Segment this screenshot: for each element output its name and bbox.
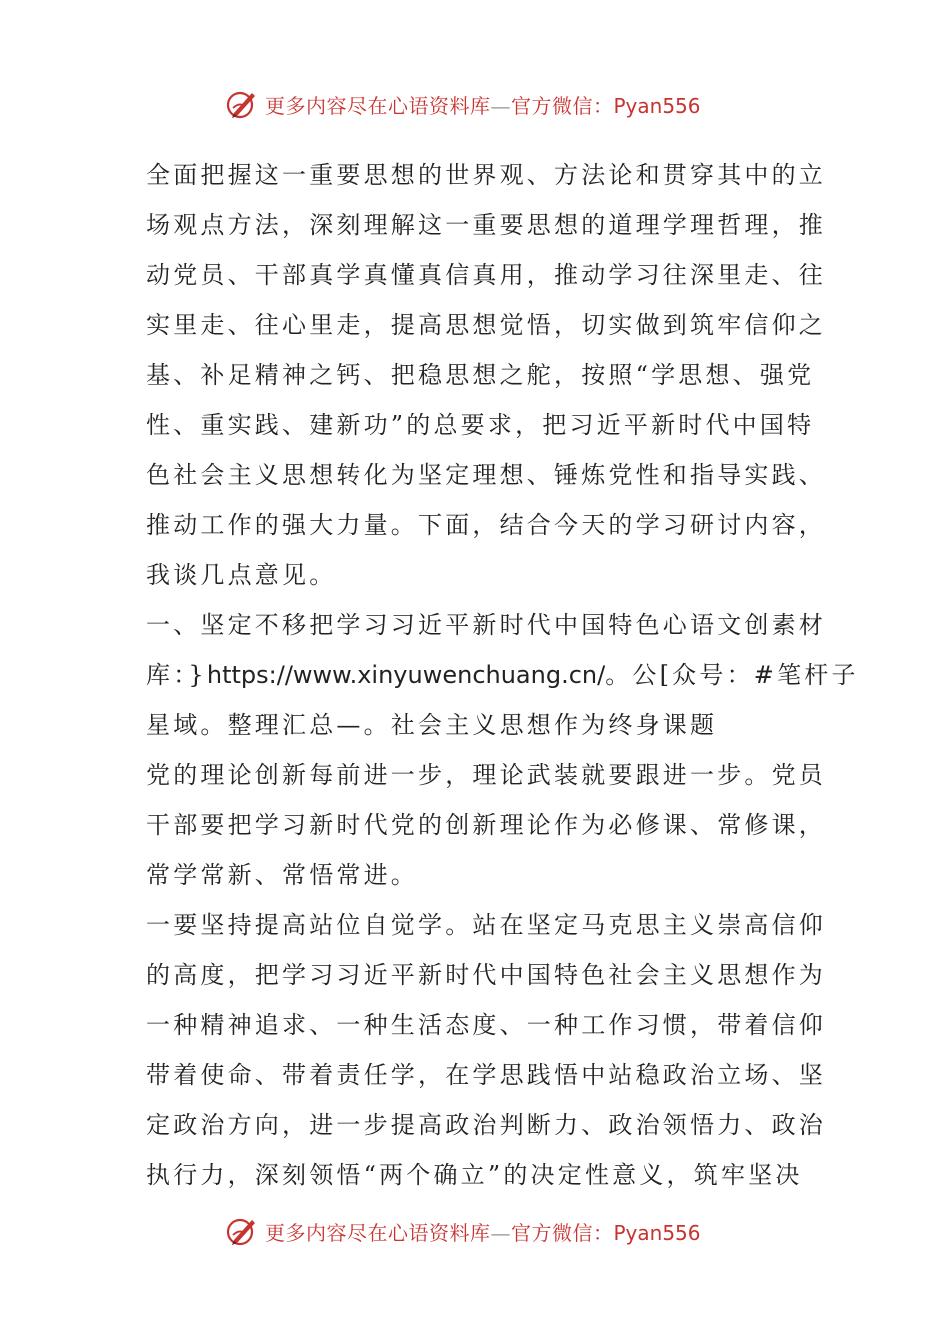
watermark-text: 更多内容尽在心语资料库—官方微信：Pyan556 [265,93,701,118]
text-line: 动党员、干部真学真懂真信真用，推动学习往深里走、往 [146,261,826,289]
text-line: 执行力，深刻领悟“两个确立”的决定性意义，筑牢坚决 [146,1161,803,1189]
text-line: 实里走、往心里走，提高思想觉悟，切实做到筑牢信仰之 [146,311,826,339]
text-line: 的高度，把学习习近平新时代中国特色社会主义思想作为 [146,961,826,989]
document-body [146,150,859,1200]
text-line: 定政治方向，进一步提高政治判断力、政治领悟力、政治 [146,1111,826,1139]
pen-logo-icon [225,1214,259,1248]
text-line: 我谈几点意见。 [146,561,337,589]
text-line: 全面把握这一重要思想的世界观、方法论和贯穿其中的立 [146,161,826,189]
section-heading [146,600,859,750]
text-line: 干部要把学习新时代党的创新理论作为必修课、常修课， [146,811,826,839]
paragraph-2 [146,750,826,900]
text-line: 一种精神追求、一种生活态度、一种工作习惯，带着信仰 [146,1011,826,1039]
text-line: 性、重实践、建新功”的总要求，把习近平新时代中国特 [146,411,815,439]
text-line: 色社会主义思想转化为坚定理想、锤炼党性和指导实践、 [146,461,826,489]
text-line: 常学常新、常悟常进。 [146,861,418,889]
text-line: 基、补足精神之钙、把稳思想之舵，按照“学思想、强党 [146,361,815,389]
text-line: 星域。整理汇总—。社会主义思想作为终身课题 [146,711,718,739]
pen-logo-icon [225,87,259,121]
text-line: 党的理论创新每前进一步，理论武装就要跟进一步。党员 [146,761,826,789]
text-line: 推动工作的强大力量。下面，结合今天的学习研讨内容， [146,511,826,539]
paragraph-3 [146,900,826,1200]
text-line: 一、坚定不移把学习习近平新时代中国特色心语文创素材 [146,611,826,639]
text-line: 带着使命、带着责任学，在学思践悟中站稳政治立场、坚 [146,1061,826,1089]
text-line: 库：}https://www.xinyuwenchuang.cn/。公[众号：#笔杆子 [146,661,859,689]
watermark-text: 更多内容尽在心语资料库—官方微信：Pyan556 [265,1220,701,1245]
header-watermark [225,84,701,124]
footer-watermark [225,1211,701,1251]
text-line: 一要坚持提高站位自觉学。站在坚定马克思主义崇高信仰 [146,911,826,939]
paragraph-1 [146,150,826,600]
text-line: 场观点方法，深刻理解这一重要思想的道理学理哲理，推 [146,211,826,239]
source-url: https://www.xinyuwenchuang.cn/ [206,661,606,689]
